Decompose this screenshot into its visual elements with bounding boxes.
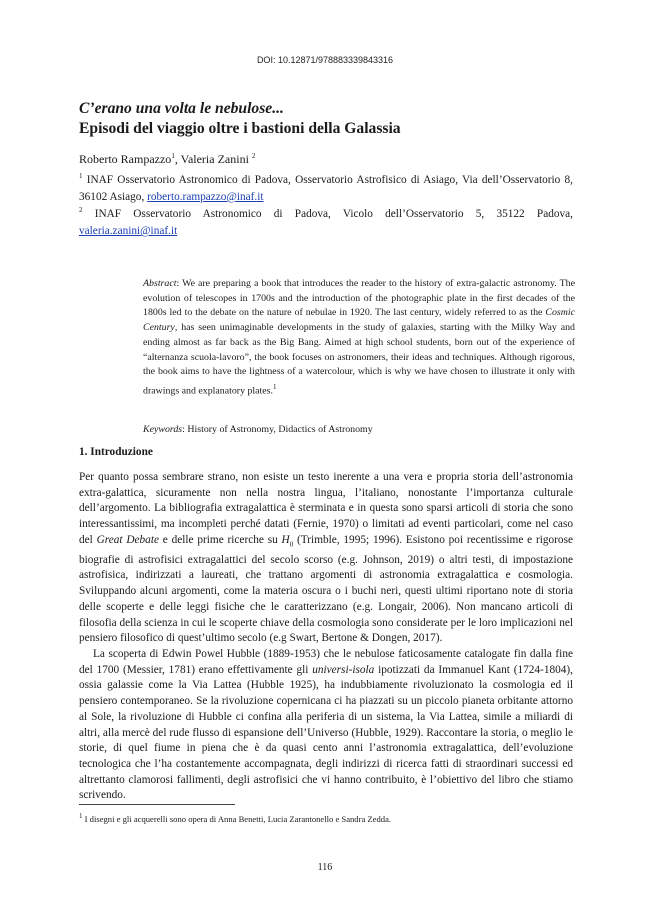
title-line-1: C’erano una volta le nebulose... <box>79 100 284 117</box>
paragraph-1-h0-sub: 0 <box>289 540 294 549</box>
abstract-footnote-ref: 1 <box>272 382 277 391</box>
title-line-2: Episodi del viaggio oltre i bastioni della Galassia <box>79 120 401 137</box>
body-text <box>79 470 573 804</box>
footnote-text: I disegni e gli acquerelli sono opera di Anna Benetti, Lucia Zarantonello e Sandra Zedda. <box>82 813 392 824</box>
footnote-sup: 1 <box>79 812 83 820</box>
abstract-text-2: , has seen unimaginable developments in the study of galaxies, starting with the Milky Way and ending almost as far back as the Big Bang. Aimed at high school students, born out of the experience of “alternanza scuola-lavoro”, the book focuses on astronomers, their ideas and techniques. Although rigorous, the book aims to have the lightness of a watercolour, which is why we have chosen to illustrate it only with drawings and explanatory plates. <box>143 322 575 397</box>
author-1: Roberto Rampazzo <box>79 152 172 166</box>
author-1-sup: 1 <box>171 152 175 160</box>
paragraph-2-term: universi-isola <box>312 663 375 676</box>
section-heading: 1. Introduzione <box>79 446 153 458</box>
paragraph-1 <box>79 470 573 647</box>
keywords-text: : History of Astronomy, Didactics of Astronomy <box>182 424 373 435</box>
authors <box>79 152 255 167</box>
paragraph-2-b: ipotizzati da Immanuel Kant (1724-1804), ossia galassie come la Via Lattea (Hubble 1925), ha indubbiamente rivoluzionato la cosmologia ed il pensiero contemporaneo. Se la rivoluzione copernicana ci ha piazzati su un piccolo pianeta orbitante attorno al Sole, la rivoluzione di Hubble ci confina alla periferia di un sistema, la Via Lattea, simile a miliardi di altri, alla mercè del rude flusso di espansione dell’Universo (Hubble, 1929). Raccontare la storia, o meglio le storie, di quel fiume in piena che è da quasi cento anni l’astronomia extragalattica, dell’evoluzione tecnologica che l’ha costantemente accompagnata, degli indirizzi di ricerca fatti di straordinari successi ed altrettanto clamorosi fallimenti, degli astrofisici che vi hanno contribuito, è l’obiettivo del libro che stiamo scrivendo. <box>79 663 573 802</box>
author-2-sup: 2 <box>251 152 256 160</box>
affiliation-1-text: INAF Osservatorio Astronomico di Padova, Osservatorio Astrofisico di Asiago, Via dell’Osservatorio 8, 36102 Asiago, <box>79 174 573 203</box>
affiliation-1 <box>79 172 573 206</box>
paragraph-1-great-debate: Great Debate <box>96 533 159 546</box>
affiliation-2-email[interactable]: valeria.zanini@inaf.it <box>79 225 178 237</box>
abstract-text-1: : We are preparing a book that introduces the reader to the history of extra-galactic astronomy. The evolution of telescopes in 1700s and the introduction of the photographic plate in the first decades of the 1800s led to the debate on the nature of nebulae in 1920. The last century, widely referred to as the <box>143 278 575 319</box>
doi: DOI: 10.12871/978883339843316 <box>256 55 394 65</box>
page-number: 116 <box>317 862 333 873</box>
paragraph-2 <box>79 647 573 804</box>
affiliation-2-sup: 2 <box>79 206 83 215</box>
affiliation-1-email[interactable]: roberto.rampazzo@inaf.it <box>147 191 264 203</box>
abstract-term: Cosmic Century <box>143 307 575 334</box>
abstract-label: Abstract <box>143 278 177 289</box>
keywords <box>143 424 575 435</box>
paper-title <box>79 99 599 139</box>
paragraph-1-b: e delle prime ricerche su <box>158 533 282 546</box>
paragraph-2-a: La scoperta di Edwin Powel Hubble (1889-1953) che le nebulose faticosamente catalogate fin dalla fine del 1700 (Messier, 1781) erano effettivamente gli <box>79 647 573 676</box>
paragraph-1-c: (Trimble, 1995; 1996). Esistono poi recentissime e rigorose biografie di astrofisici extragalattici del secolo scorso (e.g. Johnson, 2019) o altri testi, di impostazione astrofisica, indirizzati a laureati, che trattano argomenti di astronomia extragalattica e cosmologia. Sviluppando alcuni argomenti, come la materia oscura o i buchi neri, questi ultimi riportano note di storia delle scoperte e delle leggi fisiche che le caratterizzano (e.g. Longair, 2006). Non mancano articoli di filosofia della scienza in cui le scoperte chiave della cosmologia sono considerate per le loro implicazioni nel pensiero filosofico di quest’ultimo secolo (e.g Swart, Bertone & Dongen, 2017). <box>79 533 573 645</box>
affiliation-1-sup: 1 <box>79 172 83 181</box>
paragraph-1-h0: H <box>281 533 290 546</box>
keywords-label: Keywords <box>143 424 183 435</box>
footnote-divider <box>79 804 235 805</box>
author-2: Valeria Zanini <box>180 152 249 166</box>
abstract <box>143 277 575 399</box>
affiliation-2 <box>79 206 573 240</box>
paragraph-1-a: Per quanto possa sembrare strano, non esiste un testo inerente a una vera e propria storia dell’astronomia extra-galattica, sicuramente non nella nostra lingua, l’italiano, nonostante l’importanza culturale dell’argomento. La bibliografia extragalattica è sterminata e in questa sono sparsi articoli di storia che sono interessantissimi, ma incompleti perché datati (Fernie, 1970) o limitati ad eventi particolari, come nel caso del <box>79 471 573 546</box>
author-separator: , <box>174 152 181 166</box>
affiliation-2-text: INAF Osservatorio Astronomico di Padova, Vicolo dell’Osservatorio 5, 35122 Padova, <box>82 208 573 220</box>
footnote <box>79 812 391 824</box>
